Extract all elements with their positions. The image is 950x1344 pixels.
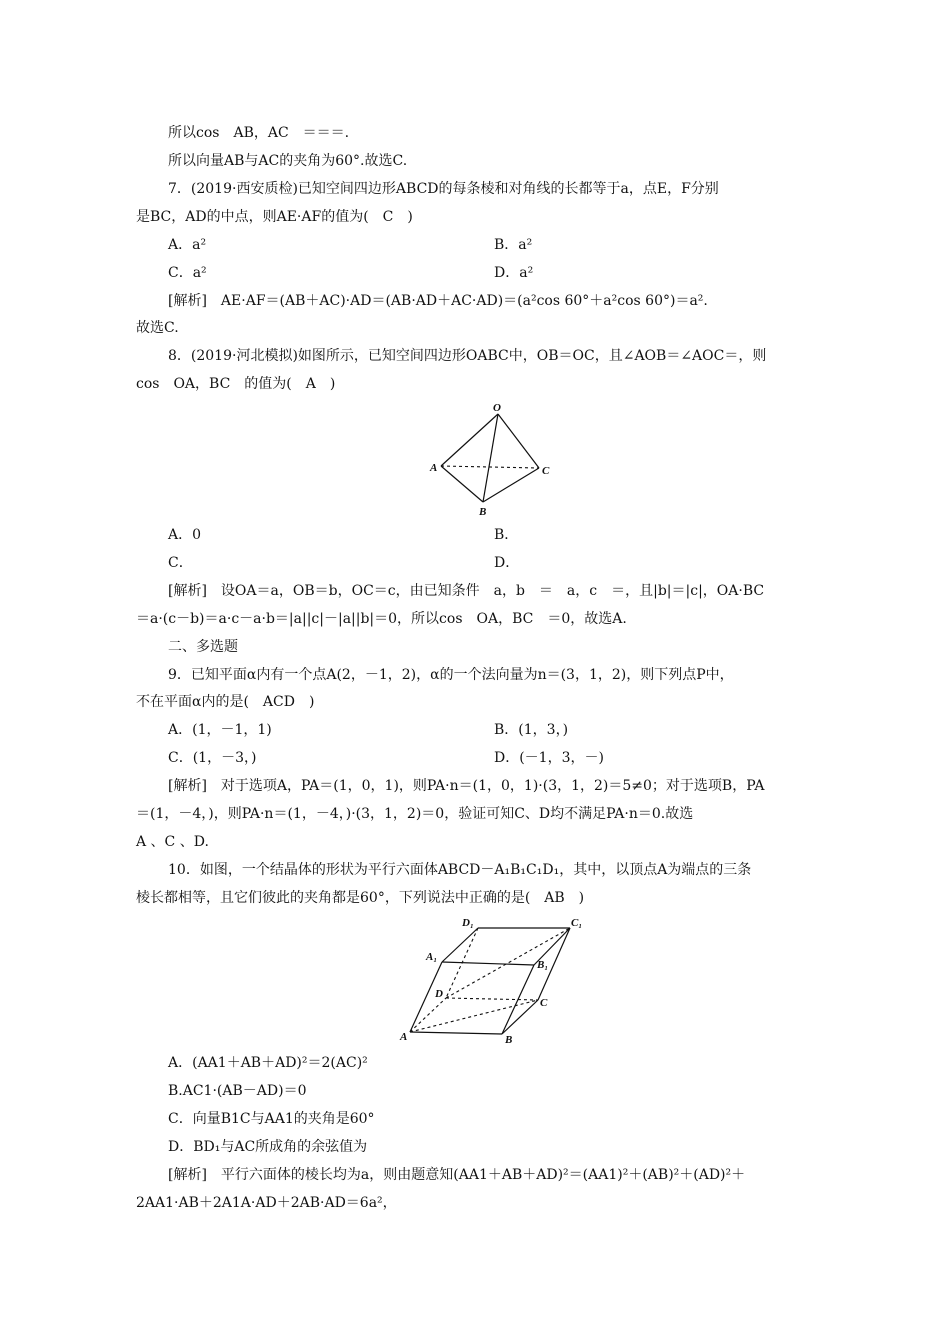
- label-b: B: [505, 1034, 513, 1046]
- text-line: 2AA1·AB＋2A1A·AD＋2AB·AD＝6a²，: [136, 1195, 397, 1211]
- text-line: 是BC，AD的中点，则AE·AF的值为( C ): [136, 209, 413, 225]
- option-d: D．a²: [494, 265, 534, 281]
- label-o: O: [493, 402, 501, 414]
- option-c: C．a²: [168, 265, 207, 281]
- question-9: 9．已知平面α内有一个点A(2，－1，2)，α的一个法向量为n＝(3，1，2)，则下列点P中，: [168, 667, 734, 683]
- text-line: ＝a·(c－b)＝a·c－a·b＝|a||c|－|a||b|＝0，所以cos OA，BC ＝0，故选A.: [136, 611, 627, 627]
- option-a: A．a²: [168, 237, 207, 253]
- section-heading: 二、多选题: [168, 639, 238, 655]
- option-d: D．(－1，3，－): [494, 750, 604, 766]
- question-8: 8．(2019·河北模拟)如图所示，已知空间四边形OABC中，OB＝OC，且∠AOB＝∠AOC＝，则: [168, 348, 767, 364]
- option-a: A．0: [168, 527, 202, 543]
- text-line: A 、C 、D.: [136, 834, 209, 850]
- option-c: C．(1，－3，): [168, 750, 257, 766]
- label-c: C: [540, 997, 548, 1009]
- option-b: B.AC1·(AB－AD)＝0: [168, 1083, 307, 1099]
- solution-line: [解析] 对于选项A，PA＝(1，0，1)，则PA·n＝(1，0，1)·(3，1，2)＝5≠0；对于选项B，PA: [168, 778, 765, 794]
- label-b1: B₁: [537, 959, 549, 971]
- text-line: 棱长都相等，且它们彼此的夹角都是60°，下列说法中正确的是( AB ): [136, 890, 585, 906]
- solution-line: [解析] AE·AF＝(AB＋AC)·AD＝(AB·AD＋AC·AD)＝(a²cos 60°＋a²cos 60°)＝a².: [168, 293, 708, 309]
- option-b: B．(1，3，): [494, 722, 569, 738]
- question-10: 10．如图，一个结晶体的形状为平行六面体ABCD－A₁B₁C₁D₁，其中，以顶点A为端点的三条: [168, 862, 752, 878]
- label-c: C: [542, 465, 550, 477]
- question-7: 7．(2019·西安质检)已知空间四边形ABCD的每条棱和对角线的长都等于a，点E，F分别: [168, 181, 719, 197]
- solution-line: [解析] 平行六面体的棱长均为a，则由题意知(AA1＋AB＋AD)²＝(AA1)²＋(AB)²＋(AD)²＋: [168, 1167, 746, 1183]
- option-d: D．: [494, 555, 520, 571]
- label-a: A: [400, 1031, 408, 1043]
- option-c: C．向量B1C与AA1的夹角是60°: [168, 1111, 375, 1127]
- label-d: D: [435, 988, 443, 1000]
- text-line: 故选C.: [136, 320, 179, 336]
- text-line: ＝(1，－4，)，则PA·n＝(1，－4，)·(3，1，2)＝0，验证可知C、D均不满足PA·n＝0.故选: [136, 806, 694, 822]
- option-a: A．(AA1＋AB＋AD)²＝2(AC)²: [168, 1055, 368, 1071]
- option-d: D．BD₁与AC所成角的余弦值为: [168, 1139, 368, 1155]
- label-c1: C₁: [571, 917, 583, 929]
- text-line: 所以向量AB与AC的夹角为60°.故选C.: [168, 153, 408, 169]
- text-line: cos OA，BC 的值为( A ): [136, 376, 336, 392]
- option-c: C．: [168, 555, 193, 571]
- option-b: B．a²: [494, 237, 533, 253]
- parallelepiped-figure: [395, 910, 595, 1050]
- tetrahedron-figure: [425, 398, 565, 520]
- label-a: A: [430, 462, 438, 474]
- text-line: 所以cos AB，AC ＝＝＝.: [168, 125, 350, 141]
- label-b: B: [479, 506, 487, 518]
- option-a: A．(1，－1，1): [168, 722, 272, 738]
- solution-line: [解析] 设OA＝a，OB＝b，OC＝c，由已知条件 a，b ＝ a，c ＝，且|b|＝|c|，OA·BC: [168, 583, 765, 599]
- text-line: 不在平面α内的是( ACD ): [136, 694, 315, 710]
- option-b: B．: [494, 527, 519, 543]
- label-d1: D₁: [462, 917, 474, 929]
- label-a1: A₁: [426, 951, 438, 963]
